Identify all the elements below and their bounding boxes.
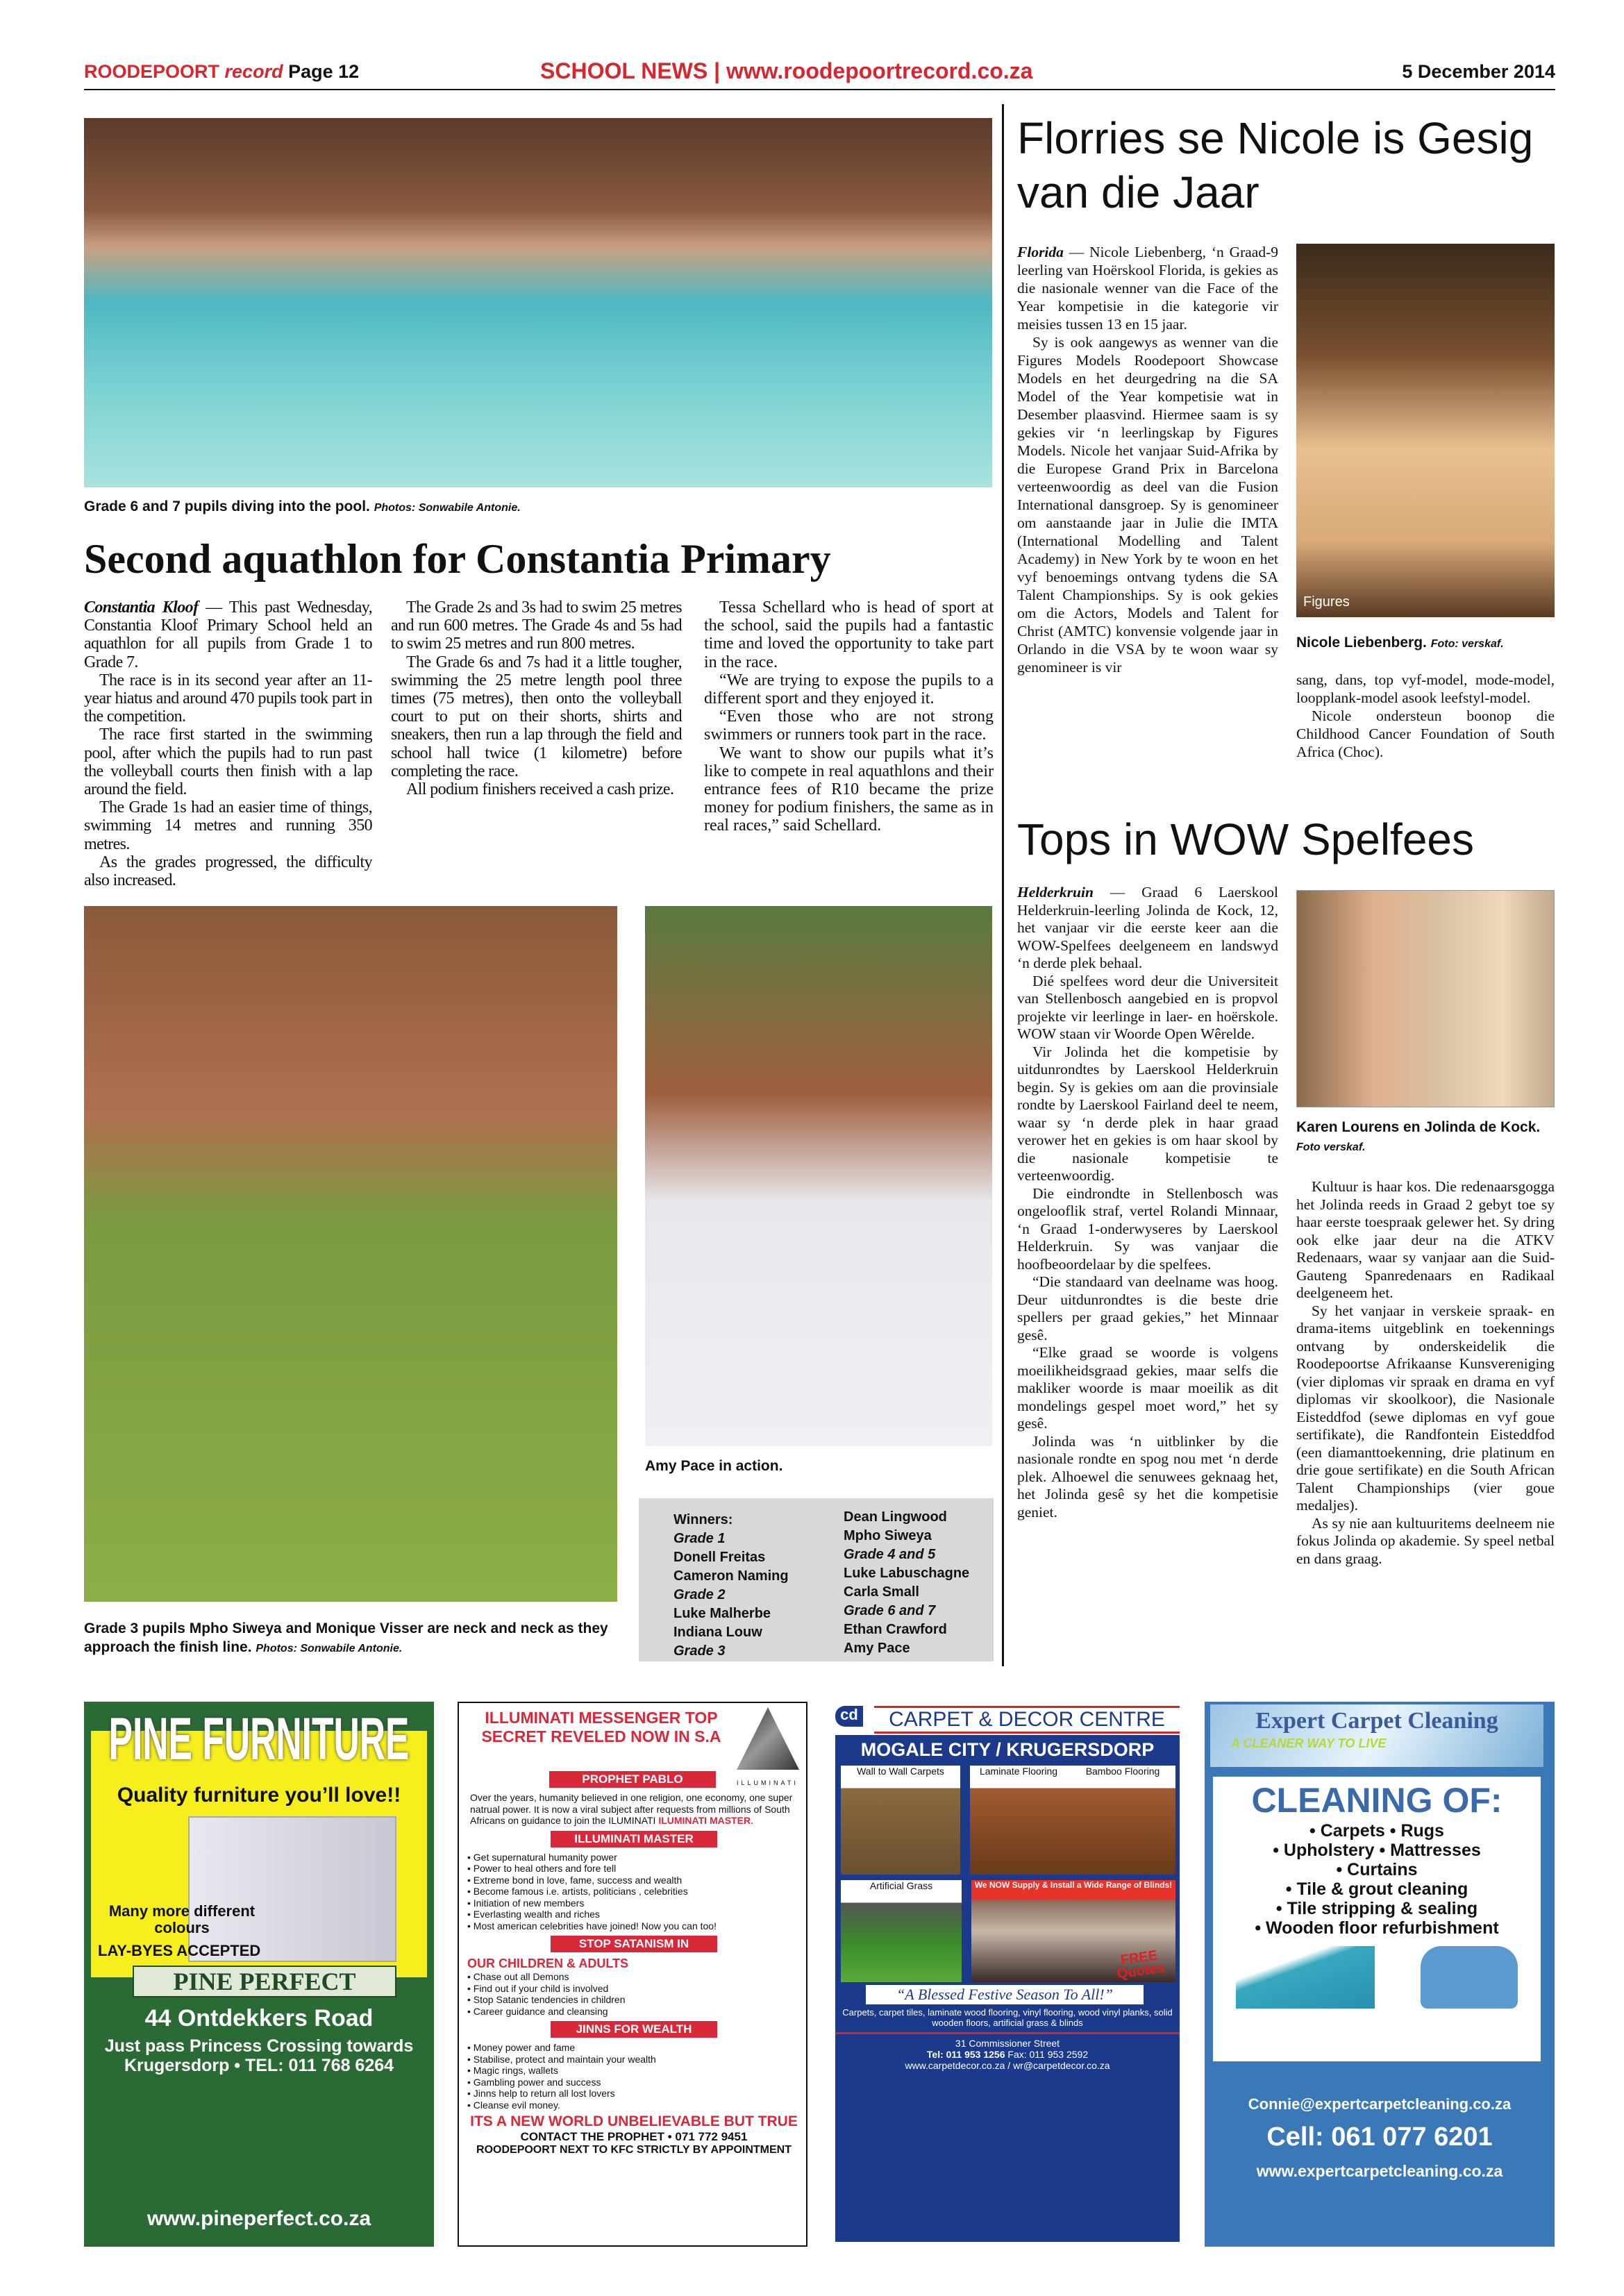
blinds-tile: We NOW Supply & Install a Wide Range of Blinds! [971,1880,1175,1982]
winner-name: Donell Freitas [673,1550,766,1565]
list-item: • Cleanse evil money. [467,2100,807,2111]
list-item: • Get supernatural humanity power [467,1852,807,1863]
winner-name: Mpho Siweya [844,1528,932,1543]
illuminati-ad[interactable] [458,1702,807,2247]
karen-photo-caption: Karen Lourens en Jolinda de Kock. Foto verskaf. [1296,1119,1541,1153]
list-item: • Curtains [1336,1860,1418,1879]
winners-left [673,1511,789,1661]
issue-date: 5 December 2014 [1402,61,1555,82]
nicole-column-2: sang, dans, top vyf-model, mode-model, loopplank-model asook leefstyl-model. Nicole ondersteun boonop die Childhood Cancer Foundation of South Africa (Choc). [1296,671,1555,760]
website-link[interactable]: www.roodepoortrecord.co.za [726,58,1033,83]
runners-photo-caption: Grade 3 pupils Mpho Siweya and Monique Visser are neck and neck as they approach the finish line. Photos: Sonwabile Antonie. [84,1620,608,1655]
winners-right [844,1508,969,1658]
ad-website[interactable]: www.expertcarpetcleaning.co.za [1256,2162,1503,2180]
list-item: • Wooden floor refurbishment [1255,1918,1499,1938]
list-item: • Upholstery • Mattresses [1273,1841,1481,1860]
list-item: • Find out if your child is involved [467,1983,807,1995]
header-rule [84,89,1555,90]
list-item: • Most american celebrities have joined! Now you can too! [467,1920,807,1932]
bed-icon [1236,1946,1375,2009]
master-bar: ILLUMINATI MASTER [551,1831,717,1847]
amy-photo-caption: Amy Pace in action. [645,1458,783,1474]
winners-grade-heading: Grade 6 and 7 [844,1603,936,1618]
ad-location: ROODEPOORT NEXT TO KFC STRICTLY BY APPOINTMENT [476,2144,792,2156]
ad-slogan: A CLEANER WAY TO LIVE [1231,1736,1387,1750]
article-headline: Second aquathlon for Constantia Primary [84,536,831,582]
winners-grade-heading: Grade 1 [673,1531,726,1546]
paper-name-italic: record [224,61,283,82]
section-name: SCHOOL NEWS [540,58,708,83]
winner-name: Ethan Crawford [844,1622,947,1637]
winner-name: Indiana Louw [673,1625,762,1640]
contact-block [835,2038,1180,2071]
winner-name: Luke Labuschagne [844,1566,970,1581]
article-column-2: The Grade 2s and 3s had to swim 25 metres and run 600 metres. The Grade 4s and 5s had to swim 25 metres and run 800 metres. The Grade 6s and 7s had it a little tougher, swimming the 25 metre length pool three times (75 metres), then onto the volleyball court to put on their shorts, shirts and sneakers, then run a lap through the field and school hall twice (1 kilometre) before completing the race. All podium finishers received a cash prize. [391,598,682,799]
page-number: Page 12 [288,61,360,82]
eye-triangle-icon [737,1707,799,1770]
winner-name: Cameron Naming [673,1568,789,1584]
cd-logo: cd [835,1706,863,1727]
armchair-icon [1421,1946,1518,2009]
masthead [84,61,359,83]
services-list [1213,1821,1541,1938]
nicole-headline: Florries se Nicole is Gesig van die Jaar [1017,113,1534,217]
list-item: • Gambling power and success [467,2077,807,2088]
list-item: • Stop Satanic tendencies in children [467,1994,807,2006]
website-email[interactable]: www.carpetdecor.co.za / wr@carpetdecor.co.za [905,2060,1110,2071]
ad-contact: CONTACT THE PROPHET • 071 772 9451 [520,2130,748,2143]
pool-photo-caption: Grade 6 and 7 pupils diving into the pool. Photos: Sonwabile Antonie. [84,498,521,514]
pine-furniture-ad[interactable] [84,1702,434,2247]
ad-slogan: ITS A NEW WORLD UNBELIEVABLE BUT TRUE [470,2113,798,2129]
list-item: • Extreme bond in love, fame, success and wealth [467,1875,807,1886]
telephone: Tel: 011 953 1256 [926,2049,1005,2060]
winner-name: Dean Lingwood [844,1509,947,1525]
winner-name: Amy Pace [844,1641,910,1656]
children-subheading: OUR CHILDREN & ADULTS [467,1956,628,1970]
ad-email[interactable]: Connie@expertcarpetcleaning.co.za [1248,2095,1512,2113]
ad-website[interactable]: www.pineperfect.co.za [147,2207,371,2230]
carpet-decor-ad[interactable] [831,1702,1181,2247]
ad-address: 44 Ontdekkers Road [144,2005,374,2031]
product-list: Carpets, carpet tiles, laminate wood flooring, vinyl flooring, wood vinyl planks, solid wooden floors, artificial grass & blinds [842,2007,1173,2028]
ad-cell: Cell: 061 077 6201 [1266,2122,1493,2152]
ad-colours-text: Many more different colours [108,1902,256,1936]
fax: Fax: 011 953 2592 [1007,2049,1089,2060]
satanism-bar: STOP SATANISM IN [551,1936,717,1952]
ad-intro: Over the years, humanity believed in one religion, one economy, one super natrual power. It is now a viral subject after requests from millions of South Africans on guidance to join the ILUMINATI ILUMINATI MASTER. [470,1792,793,1826]
winner-name: Carla Small [844,1584,919,1600]
pine-perfect-logo: PINE PERFECT [133,1966,396,1997]
list-item: • Tile & grout cleaning [1285,1879,1468,1899]
divider [835,2032,1180,2034]
paper-name: ROODEPOORT [84,61,220,82]
jinns-bar: JINNS FOR WEALTH [551,2021,717,2038]
list-item: • Magic rings, wallets [467,2065,807,2077]
list-item: • Chase out all Demons [467,1971,807,1983]
list-item: • Everlasting wealth and riches [467,1909,807,1920]
services-heading: CLEANING OF: [1251,1781,1502,1820]
list-item: • Initiation of new members [467,1897,807,1909]
section-header [540,58,1032,84]
master-list [459,1852,807,1932]
list-item: • Stabilise, protect and maintain your wealth [467,2054,807,2065]
grass-tile: Artificial Grass [841,1880,962,1982]
nicole-photo-caption: Nicole Liebenberg. Foto: verskaf. [1296,635,1504,651]
column-rule [1002,104,1004,1666]
dateline: Helderkruin [1017,884,1094,900]
dateline: Florida [1017,244,1064,260]
wow-column-1: Helderkruin — Graad 6 Laerskool Helderkruin-leerling Jolinda de Kock, 12, het vanjaar vir die eerste keer aan die WOW-Spelfees deelgeneem en landswyd ‘n derde plek behaal. Dié spelfees word deur die Universiteit van Stellenbosch aangebied en is propvol projekte vir leerlinge in laer- en hoërskole. WOW staan vir Woorde Open Wêrelde. Vir Jolinda het die kompetisie by uitdunrondtes by Laerskool Helderkruin begin. Sy is gekies om aan die provinsiale rondte by Laerskool Fairland deel te neem, waar sy ‘n derde plek in haar graad verower het en gekies is om haar skool by die nasionale kompetisie te verteenwoordig. Die eindrondte in Stellenbosch was ongelooflik straf, vertel Rolandi Minnaar, ‘n Graad 1-onderwyseres by Laerskool Helderkruin. Sy was vanjaar die hoofbeoordelaar by die spelfees. “Die standaard van deelname was hoog. Deur uitdunrondtes is die beste drie spellers per graad gekies,” het Minnaar gesê. “Elke graad se woorde is volgens moeilikheidsgraad gekies, maar selfs die makliker woorde is maar moeilik as dit mondelings gespel moet word,” het sy gesê. Jolinda was ‘n uitblinker by die nasionale rondte en spog nou met ‘n derde plek. Alhoewel die senuwees geknaag het, het Jolinda gesê sy het die kompetisie geniet. [1017,884,1278,1520]
flooring-tile: Laminate Flooring Bamboo Flooring [970,1766,1175,1875]
list-item: • Career guidance and cleansing [467,2006,807,2018]
list-item: • Carpets • Rugs [1309,1821,1444,1841]
article-column-1: Constantia Kloof — This past Wednesday, Constantia Kloof Primary School held an aquathlon for all pupils from Grade 1 to Grade 7. The race is in its second year after an 11-year hiatus and around 470 pupils took part in the competition. The race first started in the swimming pool, after which the pupils had to run past the volleyball courts then finish with a lap around the field. The Grade 1s had an easier time of things, swimming 14 metres and running 350 metres. As the grades progressed, the difficulty also increased. [84,598,372,890]
list-item: • Jinns help to return all lost lovers [467,2088,807,2100]
list-item: • Tile stripping & sealing [1275,1899,1478,1918]
runners-photo [84,906,617,1602]
services-panel [1213,1777,1541,2061]
expert-carpet-cleaning-ad[interactable] [1205,1702,1555,2247]
ad-directions: Just pass Princess Crossing towards Krugersdorp • TEL: 011 768 6264 [104,2036,414,2075]
ad-title: ILLUMINATI MESSENGER TOP SECRET REVELED NOW IN S.A [481,1709,721,1745]
winners-grade-heading: Grade 3 [673,1643,726,1659]
prophet-bar: PROPHET PABLO [549,1771,716,1788]
list-item: • Power to heal others and fore tell [467,1863,807,1875]
nicole-photo [1296,244,1555,617]
winners-box [639,1498,994,1661]
winner-name: Winners: [673,1512,733,1527]
separator: | [714,58,721,83]
list-item: • Become famous i.e. artists, politicians , celebrities [467,1886,807,1897]
article-column-3: Tessa Schellard who is head of sport at the school, said the pupils had a fantastic time and loved the opportunity to take part in the race. “We are trying to expose the pupils to a different sport and they enjoyed it. “Even those who are not strong swimmers or runners took part in the race. We want to show our pupils what it’s like to compete in real aquathlons and their entrance fees of R10 became the prize money for podium finishers, the same as in real races,” said Schellard. [704,598,994,835]
ad-laybye-text: LAY-BYES ACCEPTED [98,1942,261,1959]
nicole-column-1: Florida — Nicole Liebenberg, ‘n Graad-9 leerling van Hoërskool Florida, is gekies as die nasionale wenner van die Face of the Year kompetisie in die kategorie vir meisies tussen 13 en 15 jaar. Sy is ook aangewys as wenner van die Figures Models Roodepoort Showcase Models en het deurgedring na die SA Model of the Year kompetisie wat in Desember plaasvind. Hiermee saam is sy gekies vir ‘n leerlingskap by Figures Models. Nicole het vanjaar Suid-Afrika by die Europese Grand Prix in Barcelona verteenwoordig as deel van die Fusion International dansgroep. Sy is genomineer om aanstaande jaar in Julie die IMTA (International Modelling and Talent Academy) in New York by te woon en het vyf benoemings ontvang tydens die SA Talent Championships. Sy is ook gekies om die Actors, Models and Talent for Christ (AMTC) konvensie volgende jaar in Orlando in die VSA by te woon waar sy genomineer is vir [1017,244,1278,676]
wow-headline: Tops in WOW Spelfees [1017,814,1474,864]
free-quotes-badge: FREE Quotes [1116,1947,1166,1982]
ad-title: CARPET & DECOR CENTRE [874,1706,1180,1734]
karen-jolinda-photo [1296,890,1555,1107]
jinns-list [459,2042,807,2111]
dresser-image [188,1816,396,1962]
winners-grade-heading: Grade 2 [673,1587,726,1602]
amy-pace-photo [645,906,992,1446]
address: 31 Commissioner Street [955,2038,1060,2049]
dateline: Constantia Kloof [84,598,199,617]
winners-grade-heading: Grade 4 and 5 [844,1547,936,1562]
illuminati-logo-text: ILLUMINATI [737,1779,798,1786]
figures-logo: Figures [1303,594,1350,610]
list-item: • Money power and fame [467,2042,807,2054]
festive-banner: “A Blessed Festive Season To All!” [866,1985,1144,2004]
ad-banner [1210,1704,1543,1767]
carpet-tile: Wall to Wall Carpets [841,1766,960,1875]
ad-city: MOGALE CITY / KRUGERSDORP [860,1739,1155,1760]
ad-title: PINE FURNITURE [108,1706,410,1773]
children-list [459,1971,807,2017]
ad-tagline: Quality furniture you’ll love!! [117,1784,401,1807]
wow-column-2: Kultuur is haar kos. Die redenaarsgogga het Jolinda reeds in Graad 2 gebyt toe sy haar eerste toespraak gelewer het. Sy dring ook elke jaar deur na die ATKV Redenaars, waar sy vanjaar aan die Suid-Gauteng Spanredenaars en Radikaal deelgeneem het. Sy het vanjaar in verskeie spraak- en drama-items uitgeblink en toekennings ontvang by onderskeidelik die Roodepoortse Afrikaanse Kunsvereniging (vier diplomas vir spraak en drama en vyf diplomas vir skoolkoor), die Nasionale Eisteddfod (sewe diplomas en vyf goue sertifikate), die Randfontein Eisteddfod (een diamanttoekenning, drie platinum en drie goue sertifikate) en die South African Talent Championships (vier goue medaljes). As sy nie aan kultuuritems deelneem nie fokus Jolinda op akademie. Sy speel netbal en dans graag. [1296,1178,1555,1567]
ad-title: Expert Carpet Cleaning [1255,1708,1498,1734]
pool-diving-photo [84,118,992,487]
winner-name: Luke Malherbe [673,1606,771,1621]
